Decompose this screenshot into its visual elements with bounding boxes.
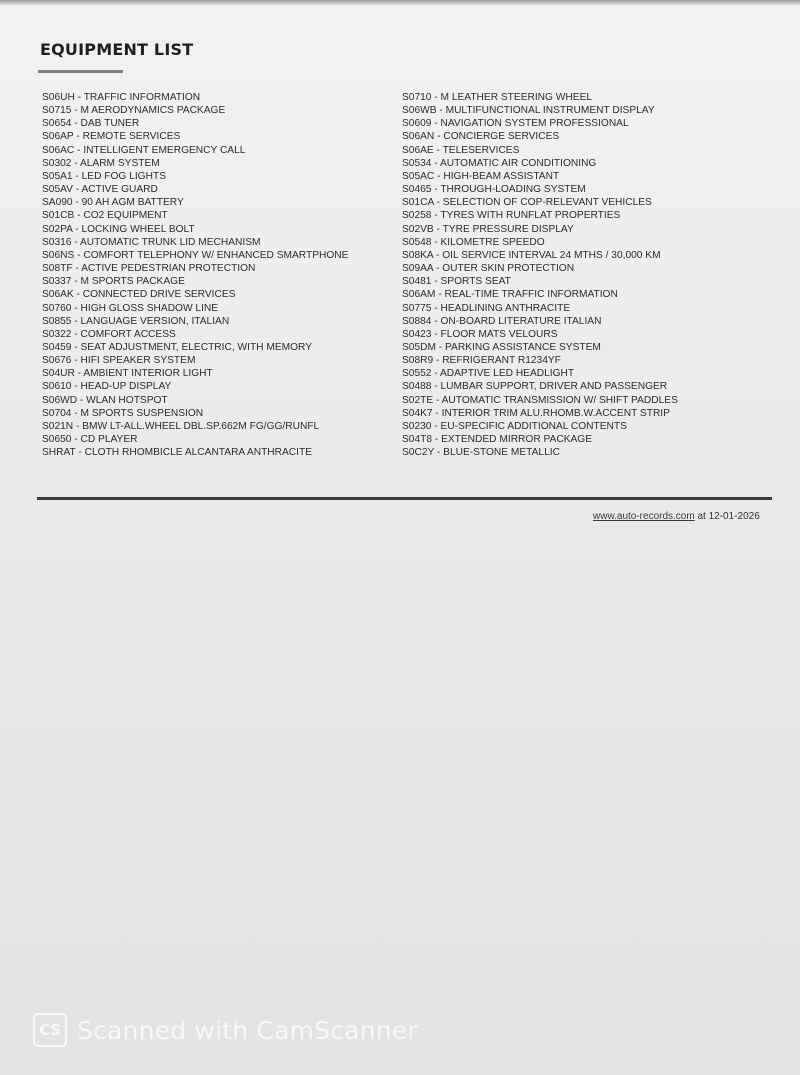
equipment-item: S0C2Y - BLUE-STONE METALLIC (402, 447, 560, 459)
page-title: EQUIPMENT LIST (40, 40, 194, 59)
equipment-item: S0337 - M SPORTS PACKAGE (42, 276, 185, 288)
equipment-item: S0488 - LUMBAR SUPPORT, DRIVER AND PASSENGER (402, 381, 668, 393)
camscanner-watermark (33, 1012, 418, 1048)
equipment-item: S0884 - ON-BOARD LITERATURE ITALIAN (402, 315, 602, 327)
equipment-list-left (42, 91, 348, 459)
scan-top-edge (0, 0, 800, 6)
equipment-item: S06NS - COMFORT TELEPHONY W/ ENHANCED SMARTPHONE (42, 249, 349, 261)
equipment-item: S05AC - HIGH-BEAM ASSISTANT (402, 170, 560, 182)
equipment-item: S02PA - LOCKING WHEEL BOLT (42, 223, 195, 235)
equipment-item: S06AP - REMOTE SERVICES (42, 131, 181, 143)
equipment-item: S05AV - ACTIVE GUARD (42, 184, 158, 196)
equipment-item: S05DM - PARKING ASSISTANCE SYSTEM (402, 341, 601, 353)
equipment-item: S0775 - HEADLINING ANTHRACITE (402, 302, 571, 314)
title-underline (38, 70, 123, 73)
equipment-item: S06AM - REAL-TIME TRAFFIC INFORMATION (402, 289, 618, 301)
equipment-item: S0534 - AUTOMATIC AIR CONDITIONING (402, 157, 597, 169)
equipment-item: S0481 - SPORTS SEAT (402, 276, 511, 288)
equipment-item: S0302 - ALARM SYSTEM (42, 157, 160, 169)
equipment-item: SHRAT - CLOTH RHOMBICLE ALCANTARA ANTHRACITE (42, 447, 313, 459)
equipment-item: S0230 - EU-SPECIFIC ADDITIONAL CONTENTS (402, 420, 627, 432)
watermark-text: Scanned with CamScanner (77, 1015, 418, 1045)
equipment-item: S0704 - M SPORTS SUSPENSION (42, 407, 204, 419)
equipment-item: S021N - BMW LT-ALL.WHEEL DBL.SP.662M FG/GG/RUNFL (42, 420, 320, 432)
equipment-item: S0548 - KILOMETRE SPEEDO (402, 236, 545, 248)
equipment-item: S08R9 - REFRIGERANT R1234YF (402, 355, 561, 367)
equipment-item: S0258 - TYRES WITH RUNFLAT PROPERTIES (402, 210, 621, 222)
equipment-item: S06WD - WLAN HOTSPOT (42, 394, 168, 406)
equipment-item: S0316 - AUTOMATIC TRUNK LID MECHANISM (42, 236, 261, 248)
footer-source (593, 511, 760, 522)
equipment-list-right (402, 91, 678, 459)
equipment-item: S0855 - LANGUAGE VERSION, ITALIAN (42, 315, 230, 327)
equipment-item: S0610 - HEAD-UP DISPLAY (42, 381, 172, 393)
equipment-item: S0459 - SEAT ADJUSTMENT, ELECTRIC, WITH MEMORY (42, 341, 313, 353)
equipment-item: S01CA - SELECTION OF COP-RELEVANT VEHICLES (402, 197, 652, 209)
equipment-item: S08KA - OIL SERVICE INTERVAL 24 MTHS / 30,000 KM (402, 249, 661, 261)
camscanner-logo-icon: CS (33, 1013, 67, 1047)
equipment-item: S06AC - INTELLIGENT EMERGENCY CALL (42, 144, 246, 156)
equipment-item: S09AA - OUTER SKIN PROTECTION (402, 263, 575, 275)
equipment-item: S0710 - M LEATHER STEERING WHEEL (402, 92, 593, 103)
equipment-item: S0654 - DAB TUNER (42, 118, 140, 130)
equipment-item: S02TE - AUTOMATIC TRANSMISSION W/ SHIFT PADDLES (402, 394, 678, 406)
equipment-item: S0715 - M AERODYNAMICS PACKAGE (42, 105, 226, 117)
equipment-item: S0322 - COMFORT ACCESS (42, 328, 176, 340)
equipment-item: S04K7 - INTERIOR TRIM ALU.RHOMB.W.ACCENT STRIP (402, 407, 670, 419)
equipment-item: S06UH - TRAFFIC INFORMATION (42, 92, 201, 103)
equipment-item: S0609 - NAVIGATION SYSTEM PROFESSIONAL (402, 118, 629, 130)
equipment-item: S01CB - CO2 EQUIPMENT (42, 210, 168, 222)
equipment-item: S04UR - AMBIENT INTERIOR LIGHT (42, 368, 213, 380)
footer-date: at 12-01-2026 (694, 511, 760, 522)
equipment-item: S08TF - ACTIVE PEDESTRIAN PROTECTION (42, 263, 256, 275)
equipment-item: S0552 - ADAPTIVE LED HEADLIGHT (402, 368, 575, 380)
equipment-item: S04T8 - EXTENDED MIRROR PACKAGE (402, 434, 593, 446)
equipment-item: S0650 - CD PLAYER (42, 434, 138, 446)
equipment-item: S06WB - MULTIFUNCTIONAL INSTRUMENT DISPLAY (402, 105, 655, 117)
equipment-item: S02VB - TYRE PRESSURE DISPLAY (402, 223, 574, 235)
equipment-item: S0465 - THROUGH-LOADING SYSTEM (402, 184, 586, 196)
equipment-item: S06AK - CONNECTED DRIVE SERVICES (42, 289, 236, 301)
source-link[interactable]: www.auto-records.com (593, 511, 695, 522)
equipment-item: S06AN - CONCIERGE SERVICES (402, 131, 560, 143)
equipment-item: S0760 - HIGH GLOSS SHADOW LINE (42, 302, 219, 314)
equipment-item: S0423 - FLOOR MATS VELOURS (402, 328, 558, 340)
section-divider (37, 497, 772, 500)
equipment-item: S0676 - HIFI SPEAKER SYSTEM (42, 355, 196, 367)
equipment-item: S05A1 - LED FOG LIGHTS (42, 170, 166, 182)
equipment-item: SA090 - 90 AH AGM BATTERY (42, 197, 184, 209)
equipment-item: S06AE - TELESERVICES (402, 144, 520, 156)
